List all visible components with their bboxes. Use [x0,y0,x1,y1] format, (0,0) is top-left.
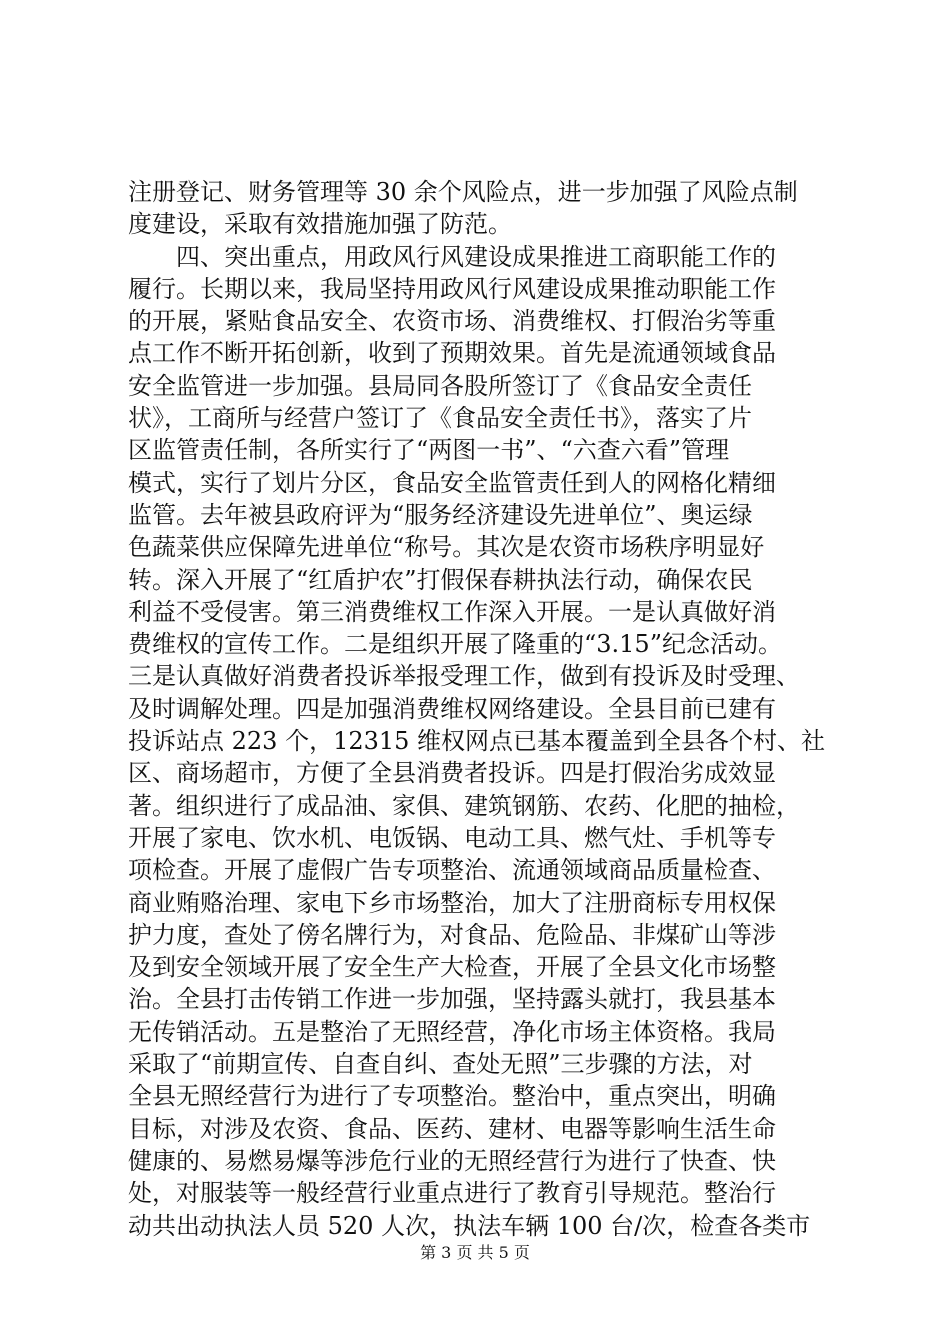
text-line: 转。深入开展了“红盾护农”打假保春耕执法行动，确保农民 [128,565,753,594]
text-line: 状》，工商所与经营户签订了《食品安全责任书》，落实了片 [128,404,752,433]
text-line: 健康的、易燃易爆等涉危行业的无照经营行为进行了快查、快 [128,1146,776,1175]
text-line: 点工作不断开拓创新，收到了预期效果。首先是流通领域食品 [128,339,776,368]
text-line: 无传销活动。五是整治了无照经营，净化市场主体资格。我局 [128,1017,776,1046]
text-line: 注册登记、财务管理等 30 余个风险点，进一步加强了风险点制 [128,178,798,206]
text-line: 监管。去年被县政府评为“服务经济建设先进单位”、奥运绿 [128,500,753,529]
text-line: 项检查。开展了虚假广告专项整治、流通领域商品质量检查、 [128,856,776,885]
text-line: 利益不受侵害。第三消费维权工作深入开展。一是认真做好消 [128,597,776,626]
text-line: 及时调解处理。四是加强消费维权网络建设。全县目前已建有 [128,694,776,723]
text-line: 投诉站点 223 个，12315 维权网点已基本覆盖到全县各个村、社 [128,727,826,756]
text-line: 安全监管进一步加强。县局同各股所签订了《食品安全责任 [128,371,752,400]
text-line: 区、商场超市，方便了全县消费者投诉。四是打假治劣成效显 [128,759,776,788]
text-line: 色蔬菜供应保障先进单位“称号。其次是农资市场秩序明显好 [128,533,765,562]
text-line: 费维权的宣传工作。二是组织开展了隆重的“3.15”纪念活动。 [128,630,782,659]
page-footer: 第 3 页 共 5 页 [420,1243,530,1262]
text-line: 履行。长期以来，我局坚持用政风行风建设成果推动职能工作 [128,274,776,303]
text-line: 模式，实行了划片分区，食品安全监管责任到人的网格化精细 [128,468,776,497]
text-line: 商业贿赂治理、家电下乡市场整治，加大了注册商标专用权保 [128,888,776,917]
text-line: 度建设，采取有效措施加强了防范。 [128,210,512,239]
text-line: 采取了“前期宣传、自查自纠、查处无照”三步骤的方法，对 [128,1050,753,1079]
text-line: 处，对服装等一般经营行业重点进行了教育引导规范。整治行 [128,1179,776,1208]
document-body [128,176,832,1242]
text-line: 三是认真做好消费者投诉举报受理工作，做到有投诉及时受理、 [128,662,800,691]
text-line: 的开展，紧贴食品安全、农资市场、消费维权、打假治劣等重 [128,307,776,336]
text-line: 开展了家电、饮水机、电饭锅、电动工具、燃气灶、手机等专 [128,823,776,852]
text-line: 全县无照经营行为进行了专项整治。整治中，重点突出，明确 [128,1082,776,1111]
text-line: 及到安全领域开展了安全生产大检查，开展了全县文化市场整 [128,953,776,982]
text-line: 区监管责任制，各所实行了“两图一书”、“六查六看”管理 [128,436,730,465]
text-line: 目标，对涉及农资、食品、医药、建材、电器等影响生活生命 [128,1114,776,1143]
text-line: 护力度，查处了傍名牌行为，对食品、危险品、非煤矿山等涉 [128,920,776,949]
text-line: 治。全县打击传销工作进一步加强，坚持露头就打，我县基本 [128,985,776,1014]
text-line: 动共出动执法人员 520 人次，执法车辆 100 台/次，检查各类市 [128,1211,811,1240]
text-line: 著。组织进行了成品油、家俱、建筑钢筋、农药、化肥的抽检， [128,791,800,820]
text-line: 四、突出重点，用政风行风建设成果推进工商职能工作的 [128,242,776,271]
